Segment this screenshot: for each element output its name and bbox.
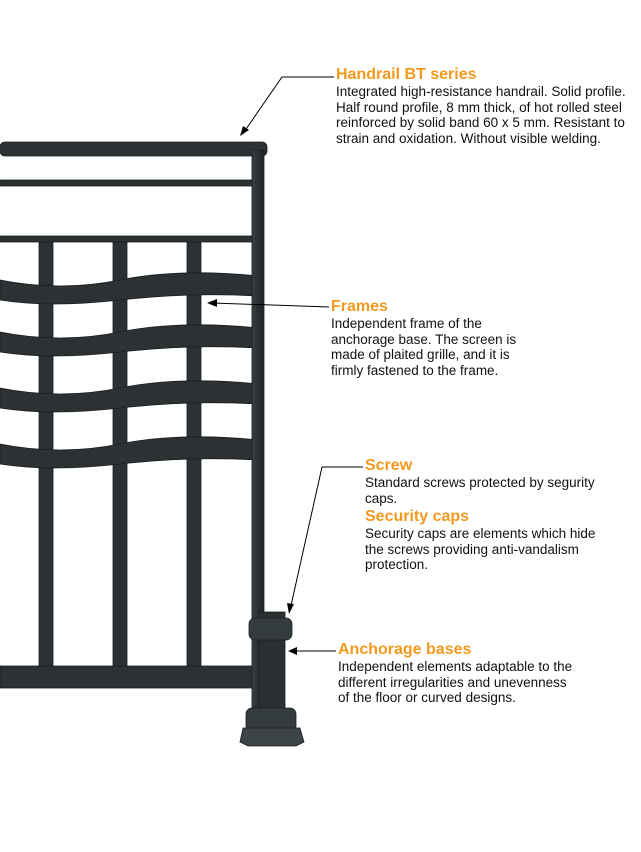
leader-frames — [212, 303, 329, 307]
callout-title: Anchorage bases — [338, 641, 472, 658]
upper-crossbar — [0, 236, 258, 242]
arrowhead-screw — [287, 603, 294, 614]
security-cap-upper — [249, 618, 292, 640]
railing — [0, 142, 304, 746]
callout-screw — [365, 457, 615, 573]
callout-title: Screw — [365, 457, 413, 474]
callout-frames — [331, 298, 541, 378]
leader-screw — [290, 467, 363, 610]
handrail — [0, 142, 267, 156]
callout-title: Handrail BT series — [336, 66, 477, 83]
callout-text: Independent frame of the anchorage base. The screen is made of plaited grille, and it is firmly fastened to the frame. — [331, 316, 517, 378]
arrowhead-frames — [207, 299, 217, 307]
callout-handrail — [336, 66, 636, 146]
base-plate — [240, 728, 304, 746]
arrowhead-anchorage — [288, 647, 297, 655]
bottom-rail — [0, 666, 258, 688]
callout-text-security-caps: Security caps are elements which hide the screws providing anti-vandalism protection. — [365, 526, 596, 572]
callout-text: Standard screws protected by segurity caps. — [365, 475, 595, 506]
callout-text: Integrated high-resistance handrail. Solid profile. Half round profile, 8 mm thick, of hot rolled steel reinforced by solid band 60 x 5 mm. Resistant to strain and oxidation. Without visible welding. — [336, 84, 626, 146]
callout-text: Independent elements adaptable to the different irregularities and unevenness of the floor or curved designs. — [338, 659, 573, 705]
callout-title-security-caps: Security caps — [365, 508, 470, 525]
leader-handrail — [244, 77, 334, 132]
callout-anchorage — [338, 641, 578, 706]
top-rail — [0, 180, 258, 186]
callout-title: Frames — [331, 298, 388, 315]
